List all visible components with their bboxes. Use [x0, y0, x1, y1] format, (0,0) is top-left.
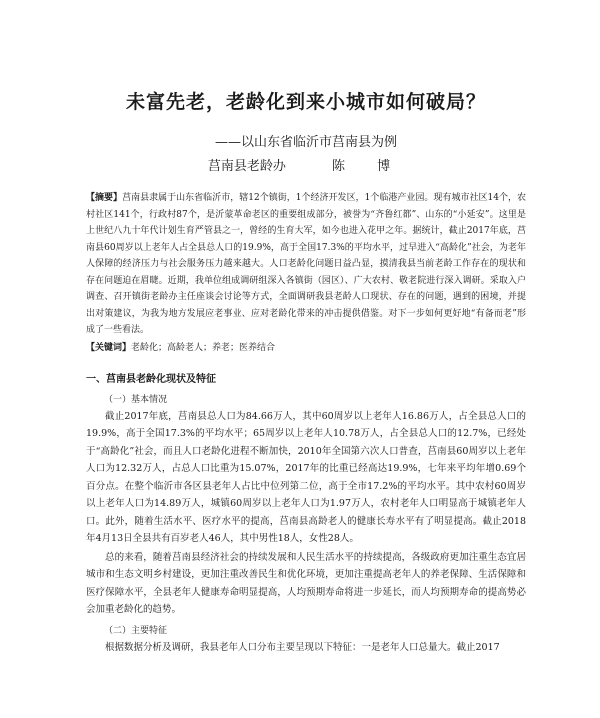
body-paragraph: 总的来看，随着莒南县经济社会的持续发展和人民生活水平的持续提高，各级政府更加注重生态宜居城市和生态文明乡村建设，更加注重改善民生和优化环境，更加注重提高老年人的养老保障、生活保障和医疗保障水平，全县老年人健康寿命明显提高，人均预期寿命将进一步延长，而人均预期寿命的提高势必会加重老龄化的趋势。 — [86, 551, 526, 615]
keywords-text: 老龄化；高龄老人；养老；医养结合 — [131, 342, 276, 353]
section-heading: 一、莒南县老龄化现状及特征 — [86, 373, 216, 385]
abstract-label: 【摘要】 — [86, 193, 123, 203]
paper-subtitle: ——以山东省临沂市莒南县为例 — [214, 135, 397, 150]
abstract — [86, 190, 526, 339]
subsection-heading-basic: （一）基本情况 — [104, 394, 168, 405]
keywords — [86, 340, 526, 357]
body-paragraph: 截止2017年底，莒南县总人口为84.66万人，其中60周岁以上老年人16.86万人，占全县总人口的19.9%，高于全国17.3%的平均水平；65周岁以上老年人10.78万人，占全县总人口的12.7%，已经处于“高龄化”社会，而且人口老龄化进程不断加快，2010年全国第六次人口普查，莒南县60周岁以上老年人口为12.32万人，占总人口比重为15.07%，2017年的比重已经高达19.9%，七年来平均年增0.69个百分点。在整个临沂市各区县老年人占比中位列第二位，高于全市17.2%的平均水平。其中农村60周岁以上老年人口为14.89万人，城镇60周岁以上老年人口为1.97万人，农村老年人口明显高于城镇老年人口。此外，随着生活水平、医疗水平的提高，莒南县高龄老人的健康长寿水平有了明显提高。截止2018年4月13日全县共有百岁老人46人，其中男性18人，女性28人。 — [86, 410, 526, 544]
paper-title: 未富先老，老龄化到来小城市如何破局？ — [125, 91, 486, 113]
abstract-text: 莒南县隶属于山东省临沂市，辖12个镇街，1个经济开发区，1个临港产业园。现有城市社区14个，农村社区141个，行政村87个，是沂蒙革命老区的重要组成部分，被誉为“齐鲁红都”、山东的“小延安”。这里是上世纪八九十年代计划生育严管县之一，曾经的生育大军，如今也进入花甲之年。据统计，截止2017年底，莒南县60周岁以上老年人占全县总人口的19.9%，高于全国17.3%的平均水平，过早进入“高龄化”社会，为老年人保障的经济压力与社会服务压力越来越大。人口老龄化问题日益凸显，摸清我县当前老龄工作存在的现状和存在问题迫在眉睫。近期，我单位组成调研组深入各镇街（园区）、广大农村、敬老院进行深入调研。采取入户调查、召开镇街老龄办主任座谈会讨论等方式，全面调研我县老龄人口现状、存在的问题，遇到的困境，并提出对策建议，为我为地方发展应老事业、应对老龄化带来的冲击提供借鉴。对下一步如何更好地“有备而老”形成了一些看法。 — [86, 193, 526, 335]
keywords-label: 【关键词】 — [86, 342, 132, 353]
author-line — [86, 158, 526, 176]
author-organization: 莒南县老龄办 — [207, 159, 286, 174]
subsection-heading-features: （二）主要特征 — [104, 625, 168, 636]
body-paragraph: 根据数据分析及调研，我县老年人口分布主要呈现以下特征：一是老年人口总量大。截止2017 — [105, 641, 500, 653]
author-name: 陈 博 — [331, 159, 405, 174]
